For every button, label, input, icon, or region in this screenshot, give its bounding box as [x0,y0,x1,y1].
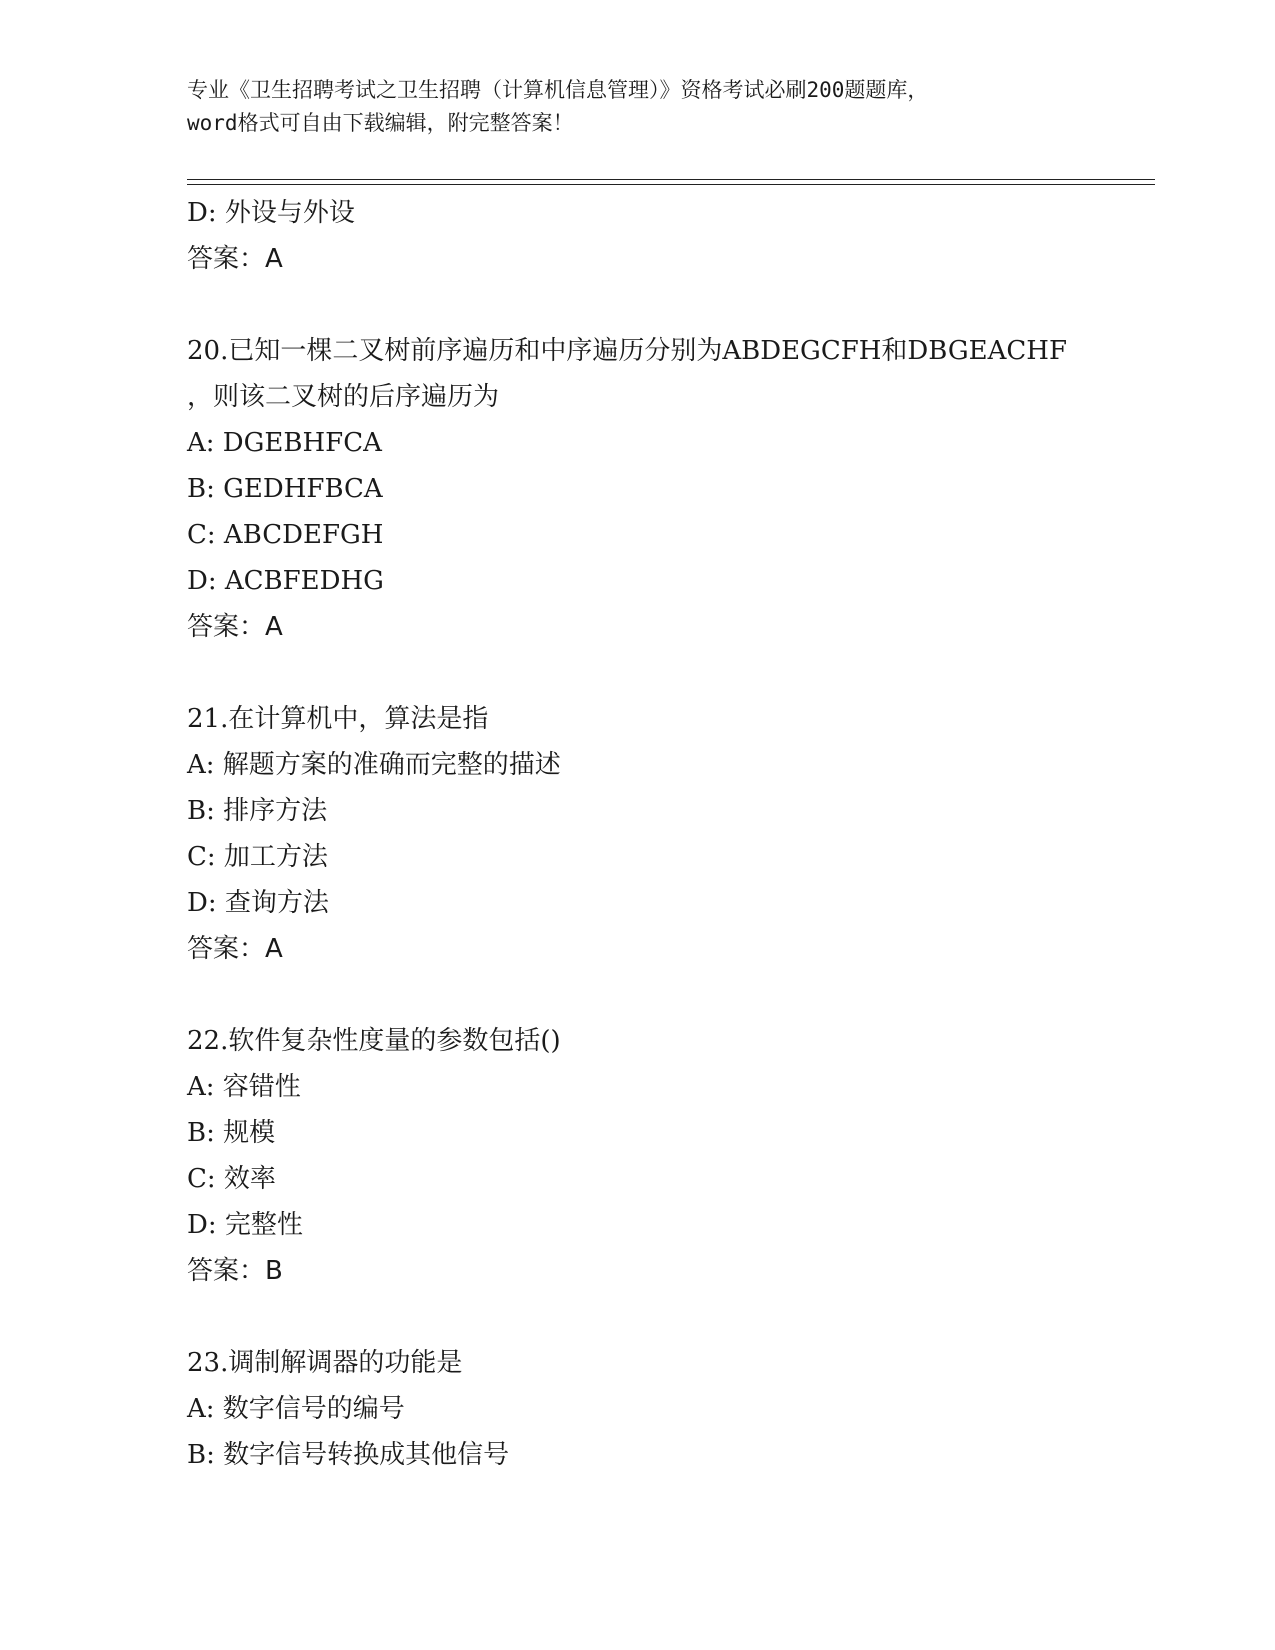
spacer [187,282,1155,328]
option-c: C: 效率 [187,1164,276,1194]
question-stem-continued: ，则该二叉树的后序遍历为 [187,382,500,412]
question-20 [187,328,1155,650]
answer: 答案：A [187,612,283,642]
option-a: A: 解题方案的准确而完整的描述 [187,750,561,780]
option-d: D: ACBFEDHG [187,566,384,596]
answer: 答案：B [187,1256,283,1286]
spacer [187,972,1155,1018]
question-stem: 20.已知一棵二叉树前序遍历和中序遍历分别为ABDEGCFH和DBGEACHF [187,336,1068,366]
prev-option-d: D: 外设与外设 [187,198,355,228]
prev-answer: 答案：A [187,244,283,274]
option-d: D: 查询方法 [187,888,329,918]
option-b: B: GEDHFBCA [187,474,383,504]
option-b: B: 排序方法 [187,796,328,826]
option-a: A: DGEBHFCA [187,428,382,458]
option-a: A: 容错性 [187,1072,301,1102]
question-stem: 23.调制解调器的功能是 [187,1348,463,1378]
answer: 答案：A [187,934,283,964]
option-b: B: 数字信号转换成其他信号 [187,1440,510,1470]
question-content [187,190,1155,1478]
question-23 [187,1340,1155,1478]
spacer [187,650,1155,696]
question-22 [187,1018,1155,1294]
header-line-1: 专业《卫生招聘考试之卫生招聘（计算机信息管理）》资格考试必刷200题题库， [187,78,929,102]
header-rule-top [187,179,1155,180]
option-c: C: ABCDEFGH [187,520,384,550]
header-rule-bottom [187,184,1155,185]
option-a: A: 数字信号的编号 [187,1394,405,1424]
option-d: D: 完整性 [187,1210,303,1240]
question-stem: 22.软件复杂性度量的参数包括() [187,1026,561,1056]
option-b: B: 规模 [187,1118,276,1148]
spacer [187,1294,1155,1340]
question-stem: 21.在计算机中，算法是指 [187,704,489,734]
header-line-2: word格式可自由下载编辑，附完整答案！ [187,111,574,135]
option-c: C: 加工方法 [187,842,328,872]
document-header [187,74,1087,140]
question-21 [187,696,1155,972]
